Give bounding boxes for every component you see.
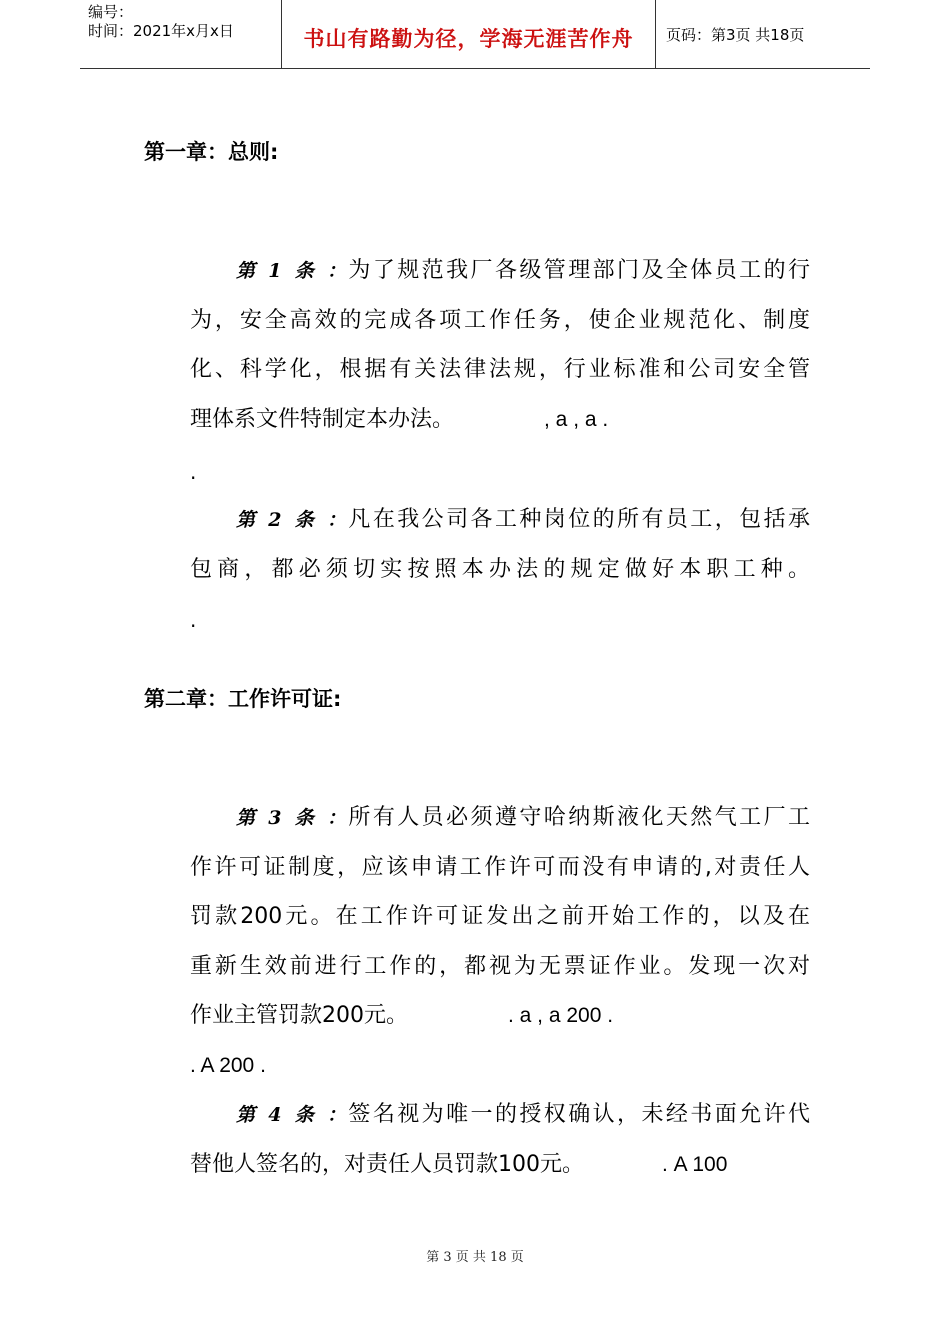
article-fragment: . a , a 200 . <box>508 1004 614 1027</box>
header-meta-cell <box>80 0 282 68</box>
article-label: 第2条： <box>236 509 346 531</box>
article-line: 作许可证制度，应该申请工作许可而没有申请的,对责任人 <box>190 854 810 880</box>
article-line: 签名视为唯一的授权确认，未经书面允许代 <box>346 1102 810 1127</box>
article-paragraph <box>190 495 810 594</box>
header-page-label: 页码：第3页 共18页 <box>666 26 805 44</box>
chapter-title: 第一章：总则 <box>144 140 270 164</box>
article-line: 为，安全高效的完成各项工作任务，使企业规范化、制度 <box>190 307 810 333</box>
chapter-heading <box>144 683 341 713</box>
article-fragment: , a , a . <box>544 407 609 431</box>
article-line: 替他人签名的，对责任人员罚款100元。 <box>190 1151 584 1177</box>
article-label: 第4条： <box>236 1104 346 1126</box>
article-line: 为了规范我厂各级管理部门及全体员工的行 <box>346 258 810 283</box>
article-label: 第1条： <box>236 260 346 282</box>
chapter-colon: : <box>333 687 342 711</box>
article-line: 作业主管罚款200元。 <box>190 1003 408 1028</box>
document-time-label: 时间：2021年x月x日 <box>88 22 234 40</box>
header-page-cell <box>656 0 870 68</box>
chapter-title: 第二章：工作许可证 <box>144 687 333 711</box>
article-paragraph <box>190 246 810 444</box>
article-paragraph <box>190 793 810 1090</box>
header-motto: 书山有路勤为径，学海无涯苦作舟 <box>303 27 634 51</box>
article-fragment: . A 100 <box>662 1152 728 1176</box>
article-line: 重新生效前进行工作的，都视为无票证作业。发现一次对 <box>190 953 810 979</box>
article-paragraph <box>190 1090 810 1189</box>
article-line: 凡在我公司各工种岗位的所有员工，包括承 <box>346 507 810 532</box>
article-dot: . <box>190 608 197 632</box>
chapter-heading <box>144 136 278 166</box>
document-header <box>80 0 870 69</box>
article-line: 包商，都必须切实按照本办法的规定做好本职工种。 <box>190 556 810 582</box>
chapter-colon: : <box>270 140 279 164</box>
article-line: 所有人员必须遵守哈纳斯液化天然气工厂工 <box>346 805 810 830</box>
article-line: 罚款200元。在工作许可证发出之前开始工作的，以及在 <box>190 904 810 929</box>
header-motto-cell <box>282 0 656 68</box>
article-line: 理体系文件特制定本办法。 <box>190 406 455 432</box>
page-footer: 第 3 页 共 18 页 <box>426 1250 524 1265</box>
article-label: 第3条： <box>236 807 346 829</box>
article-line: 化、科学化，根据有关法律法规，行业标准和公司安全管 <box>190 357 810 382</box>
document-number-label: 编号： <box>88 3 134 21</box>
article-dot: . <box>190 460 197 484</box>
article-fragment: . A 200 . <box>190 1053 266 1077</box>
